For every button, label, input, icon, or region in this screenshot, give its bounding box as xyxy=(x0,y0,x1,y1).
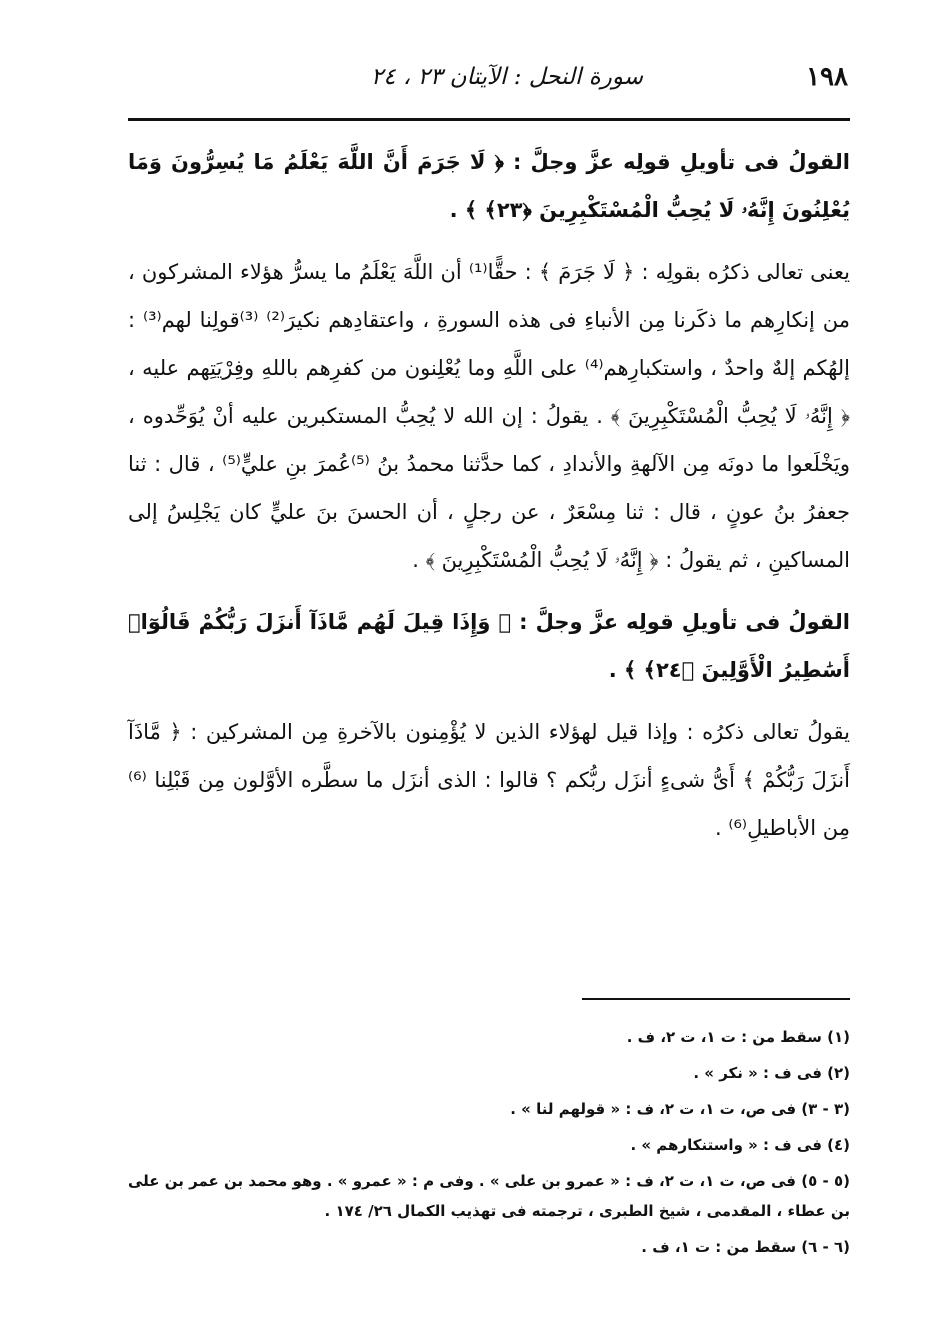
main-text xyxy=(128,138,850,852)
section-heading-verse-24: القولُ فى تأويلِ قولِه عزَّ وجلَّ : ﴿ وَإِذَا قِيلَ لَهُم مَّاذَآ أَنزَلَ رَبُّكُمْ قَالُوٓا۟ أَسَٰطِيرُ الْأَوَّلِينَ ﴿٢٤﴾ ﴾ . xyxy=(128,610,850,682)
header-rule xyxy=(128,118,850,121)
commentary-paragraph-2: يقولُ تعالى ذكرُه : وإذا قيل لهؤلاء الذين لا يُؤْمِنون بالآخرةِ مِن المشركين : ﴿ مَّاذَآ أَنزَلَ رَبُّكُمْ ﴾ أَىُّ شىءٍ أنزَل ربُّكم ؟ قالوا : الذى أنزَل ما سطَّره الأوَّلون مِن قَبْلِنا ⁽⁶⁾مِن الأباطيلِ⁽⁶⁾ . xyxy=(128,720,850,840)
footnote-rule xyxy=(582,998,850,1000)
page-number: ١٩٨ xyxy=(806,62,848,92)
section-heading-verse-23: القولُ فى تأويلِ قولِه عزَّ وجلَّ : ﴿ لَا جَرَمَ أَنَّ اللَّهَ يَعْلَمُ مَا يُسِرُّونَ وَمَا يُعْلِنُونَ إِنَّهُۥ لَا يُحِبُّ الْمُسْتَكْبِرِينَ ﴿٢٣﴾ ﴾ . xyxy=(128,150,850,222)
footnote-5: (٥ - ٥) فى ص، ت ١، ت ٢، ف : « عمرو بن على » . وفى م : « عمرو » . وهو محمد بن عمر بن على بن عطاء ، المقدمى ، شيخ الطبرى ، ترجمته فى تهذيب الكمال ٢٦/ ١٧٤ . xyxy=(128,1172,850,1220)
spacer xyxy=(128,694,850,708)
running-title: سورة النحل : الآيتان ٢٣ ، ٢٤ xyxy=(370,64,643,90)
footnote-6: (٦ - ٦) سقط من : ت ١، ف . xyxy=(641,1238,850,1256)
spacer xyxy=(128,584,850,598)
page-header xyxy=(130,58,848,98)
footnotes xyxy=(128,1022,850,1268)
footnote-2: (٢) فى ف : « نكر » . xyxy=(693,1064,850,1082)
footnote-4: (٤) فى ف : « واستنكارهم » . xyxy=(630,1136,850,1154)
commentary-paragraph-1: يعنى تعالى ذكرُه بقولِه : ﴿ لَا جَرَمَ ﴾ : حقًّا⁽¹⁾ أن اللَّهَ يَعْلَمُ ما يسرُّ هؤلاء المشركون ، من إنكارِهم ما ذكَرنا مِن الأنباءِ فى هذه السورةِ ، واعتقادِهم نكيرَ⁽²⁾ ⁽³⁾قولِنا لهم⁽³⁾ : إلهُكم إلهٌ واحدٌ ، واستكبارِهم⁽⁴⁾ على اللَّهِ وما يُعْلِنون من كفرِهم باللهِ وفِرْيَتِهم عليه ، ﴿ إِنَّهُۥ لَا يُحِبُّ الْمُسْتَكْبِرِينَ ﴾ . يقولُ : إن الله لا يُحِبُّ المستكبرين عليه أنْ يُوَحِّدوه ، ويَخْلَعوا ما دونَه مِن الآلهةِ والأندادِ ، كما حدَّثنا محمدُ بنُ ⁽⁵⁾عُمرَ بنِ عليٍّ⁽⁵⁾ ، قال : ثنا جعفرُ بنُ عونٍ ، قال : ثنا مِسْعَرٌ ، عن رجلٍ ، أن الحسنَ بنَ عليٍّ كان يَجْلِسُ إلى المساكينِ ، ثم يقولُ : ﴿ إِنَّهُۥ لَا يُحِبُّ الْمُسْتَكْبِرِينَ ﴾ . xyxy=(128,260,850,572)
footnote-3: (٣ - ٣) فى ص، ت ١، ت ٢، ف : « قولهم لنا » . xyxy=(510,1100,850,1118)
footnote-1: (١) سقط من : ت ١، ت ٢، ف . xyxy=(626,1028,850,1046)
spacer xyxy=(128,234,850,248)
